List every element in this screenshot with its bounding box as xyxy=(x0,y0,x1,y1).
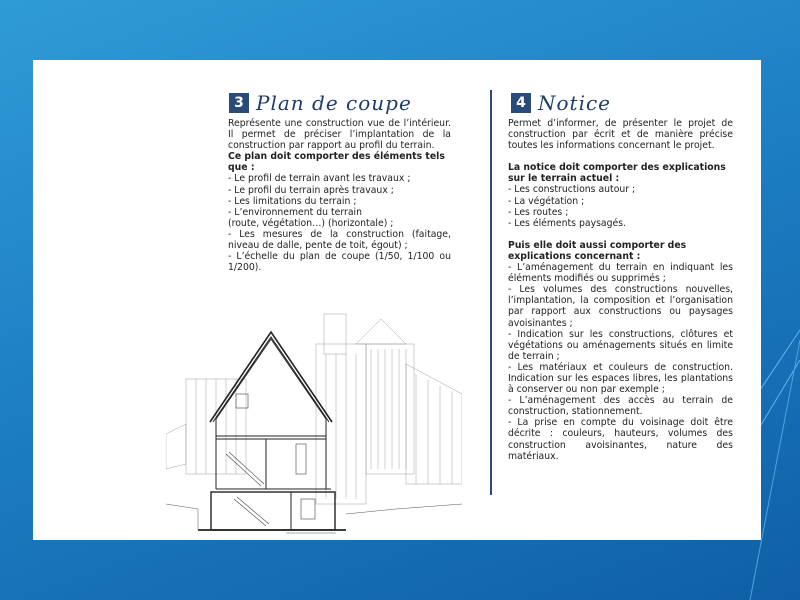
right-list2-item: - Les volumes des constructions nouvelles, l’implantation, la composition et l’organisation par rapport aux constructions ou paysages avoisinantes ; xyxy=(508,284,733,329)
section-header-notice xyxy=(511,91,611,115)
left-list-item: - Les mesures de la construction (faitage, niveau de dalle, pente de toit, égout) ; xyxy=(228,228,451,252)
left-intro: Représente une construction vue de l’intérieur. Il permet de préciser l’implantation de la construction par rapport au profil du terrain. xyxy=(228,118,451,152)
left-list-item: (route, végétation…) (horizontale) ; xyxy=(228,217,394,229)
right-intro: Permet d’informer, de présenter le projet de construction par écrit et de manière précise toutes les informations concernant le projet. xyxy=(508,118,733,152)
slide-page xyxy=(33,60,761,540)
right-list2-item: - La prise en compte du voisinage doit être décrite : couleurs, hauteurs, volumes des construction avoisinantes, nature des matériaux. xyxy=(508,417,733,462)
right-list1-item: - La végétation ; xyxy=(508,195,585,207)
left-subheading: Ce plan doit comporter des éléments tels que : xyxy=(228,151,445,174)
section-title-plan-de-coupe: Plan de coupe xyxy=(256,91,412,115)
right-list1-item: - Les éléments paysagés. xyxy=(508,217,627,229)
left-list-item: - L’environnement du terrain xyxy=(228,206,362,218)
left-list-item: - Le profil de terrain avant les travaux ; xyxy=(228,173,411,185)
left-column-text xyxy=(228,118,451,273)
right-subheading-2: Puis elle doit aussi comporter des explications concernant : xyxy=(508,239,687,262)
left-list-item: - L’échelle du plan de coupe (1/50, 1/100 ou 1/200). xyxy=(228,251,451,274)
right-list2-item: - Indication sur les constructions, clôtures et végétations ou aménagements situés en limite de terrain ; xyxy=(508,328,733,362)
section-header-plan-de-coupe xyxy=(229,91,412,115)
section-plan-drawing xyxy=(166,304,462,536)
right-column-text xyxy=(508,118,733,462)
right-list2-item: - Les matériaux et couleurs de construction. Indication sur les espaces libres, les plantations à conserver ou non par exemple ; xyxy=(508,361,733,396)
right-subheading-1: La notice doit comporter des explications sur le terrain actuel : xyxy=(508,162,726,185)
column-divider xyxy=(490,90,492,495)
right-list2-item: - L’aménagement du terrain en indiquant les éléments modifiés ou supprimés ; xyxy=(508,262,733,285)
section-title-notice: Notice xyxy=(538,91,612,115)
right-list2-item: - L’aménagement des accès au terrain de construction, stationnement. xyxy=(508,395,733,418)
section-number-3: 3 xyxy=(229,93,249,113)
right-list1-item: - Les constructions autour ; xyxy=(508,184,636,196)
left-list-item: - Le profil du terrain après travaux ; xyxy=(228,184,394,196)
right-list1-item: - Les routes ; xyxy=(508,206,569,218)
left-list-item: - Les limitations du terrain ; xyxy=(228,195,357,207)
section-number-4: 4 xyxy=(511,93,531,113)
